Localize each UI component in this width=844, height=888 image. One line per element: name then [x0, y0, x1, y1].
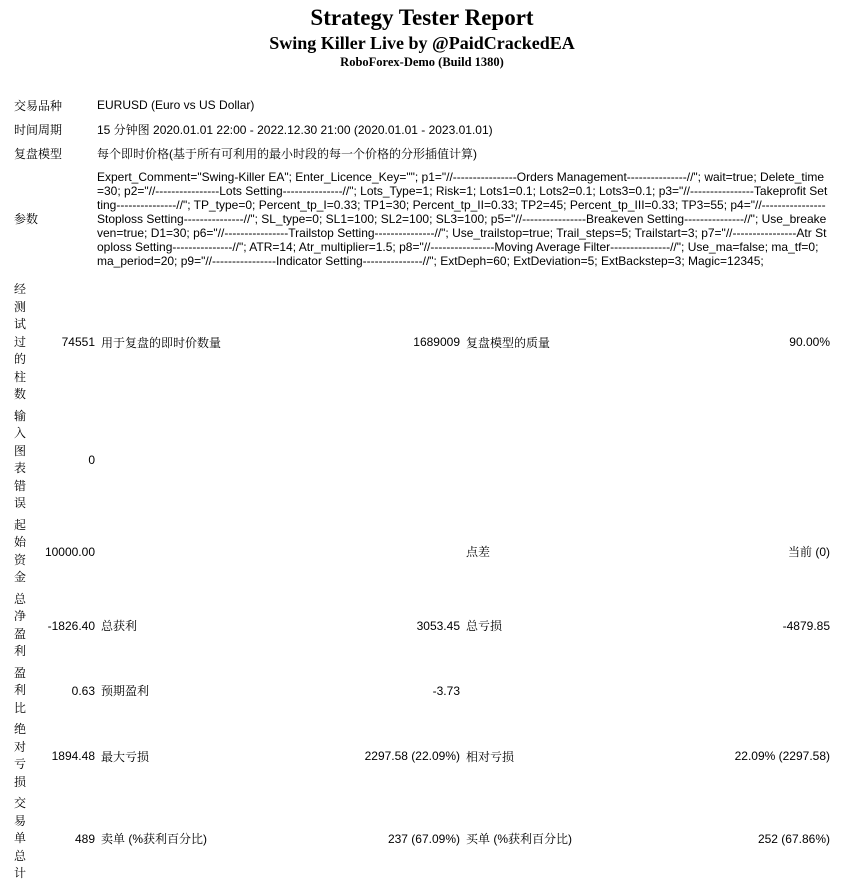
parameters-value: Expert_Comment="Swing-Killer EA"; Enter_Licence_Key=""; p1="//----------------Orders Management---------------//"; wait=true; Delete_time=30; p2="//----------------Lots Setting---------------//"; Lots_Type=1; Risk=1; Lots1=0.1; Lots2=0.1; Lots3=0.1; p3="//----------------Takeprofit Setting---------------//"; TP_type=0; Percent_tp_I=0.33; TP1=30; Percent_tp_II=0.33; TP2=45; Percent_tp_III=0.33; TP3=55; p4="//----------------Stoploss Setting---------------//"; SL_type=0; SL1=100; SL2=100; SL3=100; p5="//----------------Breakeven Setting---------------//"; Use_breakeven=true; D1=30; p6="//----------------Trailstop Setting---------------//"; Use_trailstop=true; Trail_steps=5; Trailstart=3; p7="//----------------Atr Stoploss Setting---------------//"; ATR=14; Atr_multiplier=1.5; p8="//----------------Moving Average Filter---------------//"; Use_ma=false; ma_tf=0; ma_period=20; p9="//----------------Indicator Setting---------------//"; ExtDeph=60; ExtDeviation=5; ExtBackstep=3; Magic=12345;	[97, 170, 828, 268]
empty-cell	[295, 406, 460, 515]
absolute-drawdown-value: 1894.48	[51, 749, 95, 763]
model-label: 复盘模型	[14, 146, 63, 161]
spread-label: 点差	[466, 545, 491, 559]
empty-cell	[460, 663, 660, 720]
total-net-profit-label: 总净盈利	[14, 591, 27, 658]
short-positions-won-label: 卖单 (%获利百分比)	[101, 832, 207, 847]
initial-deposit-value: 10000.00	[44, 544, 95, 559]
total-trades-label: 交易单总计	[14, 796, 27, 880]
row-bars-tested	[14, 279, 830, 406]
total-net-profit-value: -1826.40	[47, 618, 95, 633]
absolute-drawdown-label: 绝对亏损	[14, 722, 27, 789]
total-trades-value: 489	[74, 831, 95, 846]
report-title: Strategy Tester Report	[310, 5, 534, 30]
row-parameters	[14, 165, 830, 272]
expected-payoff-label: 预期盈利	[101, 684, 150, 699]
short-positions-won-value: 237 (67.09%)	[387, 831, 460, 846]
empty-cell	[460, 406, 660, 515]
row-initial-deposit	[14, 515, 830, 589]
initial-deposit-label: 起始资金	[14, 517, 27, 584]
row-total-trades	[14, 793, 830, 885]
report-subtitle: Swing Killer Live by @PaidCrackedEA	[269, 33, 575, 53]
info-table	[14, 93, 830, 272]
row-model	[14, 141, 830, 165]
symbol-value: EURUSD (Euro vs US Dollar)	[97, 98, 255, 112]
symbol-label: 交易品种	[14, 98, 63, 113]
row-symbol	[14, 93, 830, 117]
spread-value: 当前 (0)	[787, 545, 830, 559]
row-total-net-profit	[14, 589, 830, 663]
row-period	[14, 117, 830, 141]
empty-cell	[295, 515, 460, 589]
expected-payoff-value: -3.73	[432, 683, 460, 698]
gross-profit-value: 3053.45	[416, 618, 460, 633]
mismatched-charts-errors-value: 0	[88, 453, 95, 467]
parameters-label: 参数	[14, 212, 39, 226]
empty-cell	[660, 406, 830, 515]
model-value: 每个即时价格(基于所有可利用的最小时段的每一个价格的分形插值计算)	[97, 146, 477, 161]
maximal-drawdown-value: 2297.58 (22.09%)	[364, 749, 460, 763]
bars-tested-label: 经测试过的柱数	[14, 282, 27, 401]
mismatched-charts-errors-label: 输入图表错误	[14, 408, 27, 510]
relative-drawdown-label: 相对亏损	[466, 749, 515, 764]
row-mismatched-charts-errors	[14, 406, 830, 515]
bars-tested-value: 74551	[61, 335, 95, 350]
modelling-quality-value: 90.00%	[789, 335, 830, 350]
gross-loss-value: -4879.85	[782, 618, 830, 633]
empty-cell	[95, 515, 295, 589]
period-label: 时间周期	[14, 122, 63, 137]
long-positions-won-value: 252 (67.86%)	[757, 831, 830, 846]
stats-table	[14, 279, 830, 885]
gross-loss-label: 总亏损	[466, 619, 503, 633]
modelling-quality-label: 复盘模型的质量	[466, 335, 551, 350]
profit-factor-value: 0.63	[71, 683, 95, 698]
report-server-build: RoboForex-Demo (Build 1380)	[340, 55, 504, 69]
empty-cell	[95, 406, 295, 515]
period-value: 15 分钟图 2020.01.01 22:00 - 2022.12.30 21:00 (2020.01.01 - 2023.01.01)	[97, 122, 493, 137]
maximal-drawdown-label: 最大亏损	[101, 749, 150, 764]
ticks-modelled-value: 1689009	[413, 335, 460, 350]
empty-cell	[660, 663, 830, 720]
row-profit-factor	[14, 663, 830, 720]
gross-profit-label: 总获利	[101, 619, 138, 633]
report-header	[0, 0, 844, 70]
long-positions-won-label: 买单 (%获利百分比)	[466, 832, 572, 847]
row-absolute-drawdown	[14, 719, 830, 793]
relative-drawdown-value: 22.09% (2297.58)	[734, 749, 830, 763]
ticks-modelled-label: 用于复盘的即时价数量	[101, 335, 222, 350]
profit-factor-label: 盈利比	[14, 665, 27, 715]
